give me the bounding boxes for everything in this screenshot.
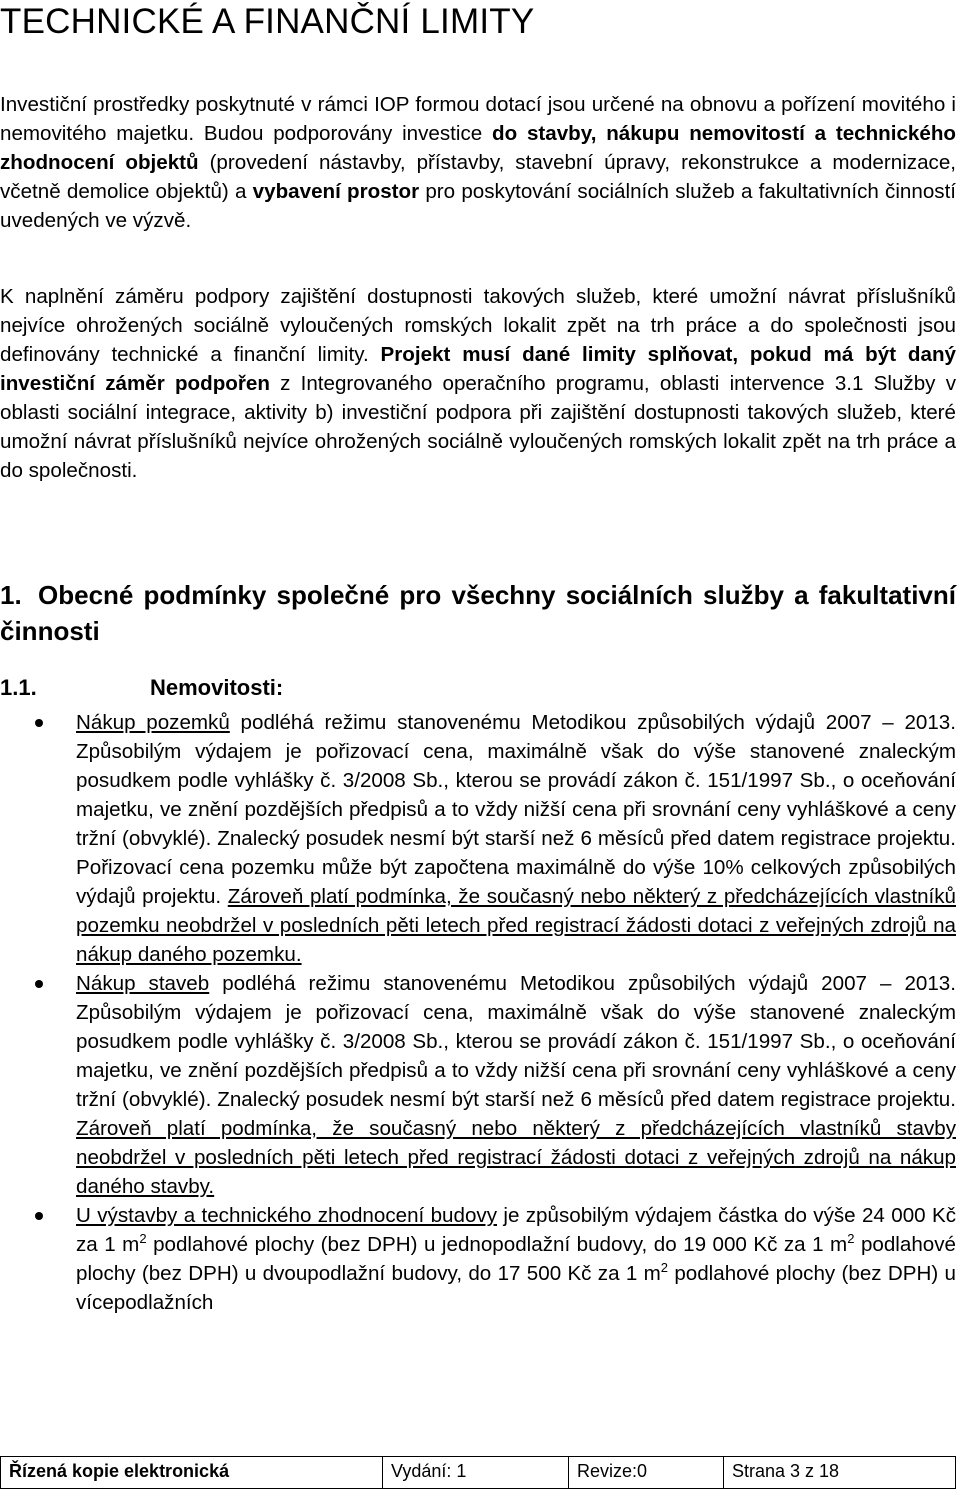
page-title: TECHNICKÉ A FINANČNÍ LIMITY xyxy=(0,2,535,41)
item-text: podlahové plochy (bez DPH) u dvoupodlažní budovy, do 17 500 Kč za 1 m xyxy=(76,1233,956,1285)
subsection-heading xyxy=(0,673,283,703)
conditions-list xyxy=(0,708,956,1317)
limits-text: K naplnění záměru podpory zajištění dostupnosti takových služeb, které umožní návrat příslušníků nejvíce ohrožených sociálně vyloučených romských lokalit zpět na trh práce a do společnosti jsou definovány technické a finanční limity. xyxy=(0,285,956,366)
underlined-text: Nákup staveb xyxy=(76,972,210,995)
limits-bold: Projekt musí dané limity splňovat, pokud má být daný investiční záměr podpořen xyxy=(0,343,956,395)
item-text: podléhá režimu stanovenému Metodikou způsobilých výdajů 2007 – 2013. Způsobilým výdajem je pořizovací cena, maximálně však do výše stanovené znaleckým posudkem podle vyhlášky č. 3/2008 Sb., kterou se provádí zákon č. 151/1997 Sb., o oceňování majetku, ve znění pozdějších předpisů a to vždy nižší cena při srovnání ceny vyhláškové a ceny tržní (obvyklé). Znalecký posudek nesmí být starší než 6 měsíců před datem registrace projektu. Pořizovací cena pozemku může být započtena maximálně do výše 10% celkových způsobilých výdajů projektu. xyxy=(76,711,956,908)
bullet-icon xyxy=(35,1212,43,1220)
intro-text: pro poskytování sociálních služeb a fakultativních činností uvedených ve výzvě. xyxy=(0,180,957,232)
item-text: podléhá režimu stanovenému Metodikou způsobilých výdajů 2007 – 2013. Způsobilým výdajem je pořizovací cena, maximálně však do výše stanovené znaleckým posudkem podle vyhlášky č. 3/2008 Sb., kterou se provádí zákon č. 151/1997 Sb., o oceňování majetku, ve znění pozdějších předpisů a to vždy nižší cena při srovnání ceny vyhláškové a ceny tržní (obvyklé). Znalecký posudek nesmí být starší než 6 měsíců před datem registrace projektu. xyxy=(76,972,956,1111)
list-item-construction xyxy=(0,1201,956,1317)
footer-document-label: Řízená kopie elektronická xyxy=(0,1457,382,1488)
subsection-number: 1.1. xyxy=(0,675,37,700)
intro-text: (provedení nástavby, přístavby, stavební úpravy, rekonstrukce a modernizace, včetně demolice objektů) a xyxy=(0,151,956,203)
section-number: 1. xyxy=(0,580,22,610)
intro-paragraph xyxy=(0,90,956,235)
intro-text: Investiční prostředky poskytnuté v rámci IOP formou dotací jsou určené na obnovu a pořízení movitého i nemovitého majetku. Budou podporovány investice xyxy=(0,93,956,145)
underlined-text: Zároveň platí podmínka, že současný nebo některý z předcházejících vlastníků stavby neobdržel v posledních pěti letech před registrací žádosti dotaci z veřejných zdrojů na nákup daného stavby. xyxy=(76,1117,956,1198)
page-footer xyxy=(0,1456,956,1489)
bullet-icon xyxy=(35,980,43,988)
item-text: je způsobilým výdajem částka do výše 24 000 Kč za 1 m xyxy=(76,1204,956,1256)
item-text: podlahové plochy (bez DPH) u vícepodlažních xyxy=(76,1262,956,1314)
list-item-building-purchase xyxy=(0,969,956,1201)
footer-edition: Vydání: 1 xyxy=(382,1457,568,1488)
superscript: 2 xyxy=(847,1231,855,1246)
subsection-title: Nemovitosti: xyxy=(150,675,284,700)
section-heading xyxy=(0,577,956,649)
underlined-text: Nákup pozemků xyxy=(76,711,230,734)
superscript: 2 xyxy=(139,1231,147,1246)
intro-bold: do stavby, nákupu nemovitostí a technického zhodnocení objektů xyxy=(0,122,956,174)
list-item-land-purchase xyxy=(0,708,956,969)
intro-bold: vybavení prostor xyxy=(252,180,420,203)
item-text: podlahové plochy (bez DPH) u jednopodlažní budovy, do 19 000 Kč za 1 m xyxy=(146,1233,848,1256)
footer-page-number: Strana 3 z 18 xyxy=(723,1457,956,1488)
underlined-text: Zároveň platí podmínka, že současný nebo některý z předcházejících vlastníků pozemku neobdržel v posledních pěti letech před registrací žádosti dotaci z veřejných zdrojů na nákup daného pozemku. xyxy=(76,885,956,966)
superscript: 2 xyxy=(660,1260,669,1275)
section-title: Obecné podmínky společné pro všechny sociálních služby a fakultativní činnosti xyxy=(0,580,956,646)
footer-revision: Revize:0 xyxy=(568,1457,723,1488)
underlined-text: U výstavby a technického zhodnocení budovy xyxy=(76,1204,498,1227)
bullet-icon xyxy=(35,719,43,727)
limits-text: z Integrovaného operačního programu, oblasti intervence 3.1 Služby v oblasti sociální integrace, aktivity b) investiční podpora při zajištění dostupnosti takových služeb, které umožní návrat příslušníků nejvíce ohrožených sociálně vyloučených romských lokalit zpět na trh práce a do společnosti. xyxy=(0,372,956,482)
limits-paragraph xyxy=(0,282,956,485)
